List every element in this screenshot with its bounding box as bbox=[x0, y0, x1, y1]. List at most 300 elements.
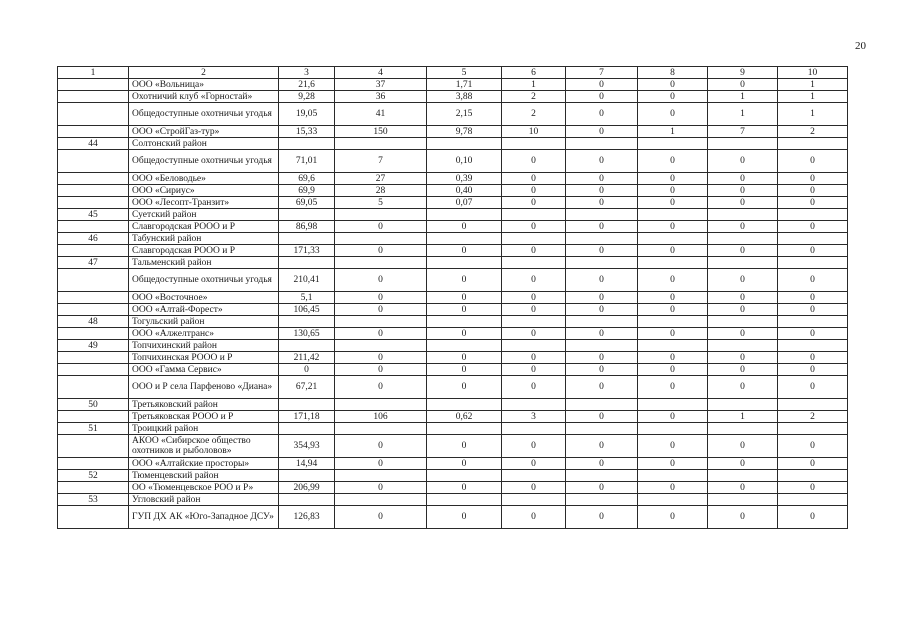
row-value: 0 bbox=[778, 376, 848, 399]
row-value: 0 bbox=[502, 328, 566, 340]
table-row bbox=[58, 482, 848, 494]
row-number bbox=[58, 173, 129, 185]
row-value: 1 bbox=[778, 91, 848, 103]
row-value: 0 bbox=[427, 221, 502, 233]
row-value: 0 bbox=[638, 352, 708, 364]
row-value: 9,78 bbox=[427, 126, 502, 138]
row-value bbox=[427, 233, 502, 245]
row-name: ООО и Р села Парфеново «Диана» bbox=[129, 376, 279, 399]
row-value: 5 bbox=[335, 197, 427, 209]
row-value bbox=[427, 494, 502, 506]
row-value: 0 bbox=[778, 197, 848, 209]
table-header-row bbox=[58, 67, 848, 79]
row-value: 0 bbox=[708, 150, 778, 173]
row-value: 0 bbox=[566, 150, 638, 173]
row-value: 0 bbox=[778, 352, 848, 364]
table-row bbox=[58, 126, 848, 138]
row-value bbox=[638, 494, 708, 506]
row-value: 19,05 bbox=[279, 103, 335, 126]
row-value: 0 bbox=[427, 352, 502, 364]
row-value: 0 bbox=[502, 458, 566, 470]
row-value: 27 bbox=[335, 173, 427, 185]
column-header: 6 bbox=[502, 67, 566, 79]
row-value: 0 bbox=[427, 482, 502, 494]
row-value: 0 bbox=[638, 269, 708, 292]
row-name: АКОО «Сибирское общество охотников и рыболовов» bbox=[129, 435, 279, 458]
row-value: 0 bbox=[708, 482, 778, 494]
row-value bbox=[427, 209, 502, 221]
row-value: 206,99 bbox=[279, 482, 335, 494]
row-value: 0 bbox=[335, 221, 427, 233]
row-value: 0 bbox=[502, 185, 566, 197]
row-value: 0 bbox=[502, 482, 566, 494]
table-row bbox=[58, 458, 848, 470]
row-value bbox=[335, 340, 427, 352]
row-value bbox=[502, 470, 566, 482]
row-value: 2 bbox=[502, 103, 566, 126]
row-value: 0 bbox=[708, 304, 778, 316]
table-body bbox=[58, 79, 848, 529]
row-value: 69,6 bbox=[279, 173, 335, 185]
row-value bbox=[778, 138, 848, 150]
column-header: 5 bbox=[427, 67, 502, 79]
row-value: 0 bbox=[566, 328, 638, 340]
row-value: 0 bbox=[638, 482, 708, 494]
row-name: Общедоступные охотничьи угодья bbox=[129, 150, 279, 173]
row-value: 0 bbox=[566, 304, 638, 316]
table-row bbox=[58, 494, 848, 506]
table-row bbox=[58, 340, 848, 352]
data-table bbox=[57, 66, 848, 529]
row-value bbox=[279, 138, 335, 150]
row-number: 45 bbox=[58, 209, 129, 221]
column-header: 7 bbox=[566, 67, 638, 79]
row-value: 10 bbox=[502, 126, 566, 138]
row-value: 0 bbox=[638, 221, 708, 233]
row-value: 0 bbox=[708, 506, 778, 529]
column-header: 8 bbox=[638, 67, 708, 79]
row-number bbox=[58, 304, 129, 316]
row-value: 0 bbox=[427, 304, 502, 316]
row-value bbox=[566, 399, 638, 411]
row-value bbox=[502, 257, 566, 269]
row-value bbox=[427, 257, 502, 269]
row-value bbox=[279, 233, 335, 245]
row-name: Охотничий клуб «Горностай» bbox=[129, 91, 279, 103]
row-value: 0 bbox=[638, 364, 708, 376]
row-value: 0 bbox=[502, 304, 566, 316]
table-row bbox=[58, 197, 848, 209]
row-value bbox=[427, 138, 502, 150]
table-row bbox=[58, 423, 848, 435]
row-name: Общедоступные охотничьи угодья bbox=[129, 103, 279, 126]
row-value: 0 bbox=[427, 292, 502, 304]
row-value: 0 bbox=[638, 376, 708, 399]
row-value: 2 bbox=[502, 91, 566, 103]
row-value: 0 bbox=[335, 245, 427, 257]
row-value: 71,01 bbox=[279, 150, 335, 173]
row-value: 21,6 bbox=[279, 79, 335, 91]
row-name: ООО «Вольница» bbox=[129, 79, 279, 91]
row-value bbox=[279, 257, 335, 269]
row-number bbox=[58, 103, 129, 126]
row-value: 0 bbox=[566, 435, 638, 458]
row-value: 0 bbox=[502, 364, 566, 376]
row-number bbox=[58, 458, 129, 470]
row-value: 171,18 bbox=[279, 411, 335, 423]
row-value: 0 bbox=[778, 245, 848, 257]
row-value: 0 bbox=[638, 197, 708, 209]
row-value: 5,1 bbox=[279, 292, 335, 304]
row-value: 0,10 bbox=[427, 150, 502, 173]
row-value: 0 bbox=[335, 304, 427, 316]
row-number: 52 bbox=[58, 470, 129, 482]
row-name: ООО «Лесопт-Транзит» bbox=[129, 197, 279, 209]
row-value: 0 bbox=[778, 506, 848, 529]
page-number: 20 bbox=[855, 40, 866, 52]
row-value bbox=[778, 233, 848, 245]
row-number bbox=[58, 197, 129, 209]
row-number: 44 bbox=[58, 138, 129, 150]
row-value: 0 bbox=[708, 173, 778, 185]
row-value bbox=[778, 494, 848, 506]
row-value: 0 bbox=[778, 304, 848, 316]
row-value: 0 bbox=[778, 269, 848, 292]
table-row bbox=[58, 233, 848, 245]
row-value bbox=[335, 423, 427, 435]
row-value: 0 bbox=[566, 185, 638, 197]
row-value bbox=[778, 340, 848, 352]
row-value bbox=[502, 340, 566, 352]
row-value: 0 bbox=[778, 435, 848, 458]
row-name: Тогульский район bbox=[129, 316, 279, 328]
row-value: 0 bbox=[502, 352, 566, 364]
row-value bbox=[566, 470, 638, 482]
row-value: 1 bbox=[708, 103, 778, 126]
table-row bbox=[58, 328, 848, 340]
row-value bbox=[778, 257, 848, 269]
row-value bbox=[566, 233, 638, 245]
row-value: 0 bbox=[708, 292, 778, 304]
row-value bbox=[566, 257, 638, 269]
row-value: 0 bbox=[638, 435, 708, 458]
row-name: ООО «Алтай-Форест» bbox=[129, 304, 279, 316]
column-header: 1 bbox=[58, 67, 129, 79]
row-value: 0 bbox=[427, 269, 502, 292]
row-value: 0 bbox=[566, 506, 638, 529]
row-value: 0 bbox=[778, 482, 848, 494]
row-value: 14,94 bbox=[279, 458, 335, 470]
column-header: 2 bbox=[129, 67, 279, 79]
row-value: 0 bbox=[638, 103, 708, 126]
row-value bbox=[708, 209, 778, 221]
row-value bbox=[566, 209, 638, 221]
row-value: 0 bbox=[638, 506, 708, 529]
row-value: 0 bbox=[778, 328, 848, 340]
row-value bbox=[566, 423, 638, 435]
row-name: Третьяковский район bbox=[129, 399, 279, 411]
row-value: 0 bbox=[638, 91, 708, 103]
table-row bbox=[58, 399, 848, 411]
row-value: 0 bbox=[566, 103, 638, 126]
row-name: ОО «Тюменцевское РОО и Р» bbox=[129, 482, 279, 494]
column-header: 4 bbox=[335, 67, 427, 79]
table-row bbox=[58, 304, 848, 316]
row-value bbox=[566, 316, 638, 328]
row-value: 0 bbox=[566, 292, 638, 304]
row-value bbox=[335, 209, 427, 221]
row-value bbox=[502, 494, 566, 506]
column-header: 3 bbox=[279, 67, 335, 79]
row-value: 106,45 bbox=[279, 304, 335, 316]
row-name: ООО «Гамма Сервис» bbox=[129, 364, 279, 376]
row-value bbox=[279, 316, 335, 328]
row-value: 0 bbox=[778, 150, 848, 173]
row-value bbox=[335, 257, 427, 269]
row-number bbox=[58, 376, 129, 399]
row-value: 36 bbox=[335, 91, 427, 103]
row-value bbox=[335, 138, 427, 150]
row-value: 0 bbox=[778, 173, 848, 185]
row-value: 0 bbox=[502, 245, 566, 257]
row-value: 0 bbox=[566, 364, 638, 376]
table-row bbox=[58, 435, 848, 458]
row-name: Табунский район bbox=[129, 233, 279, 245]
row-value: 9,28 bbox=[279, 91, 335, 103]
row-value: 150 bbox=[335, 126, 427, 138]
row-value: 1 bbox=[708, 91, 778, 103]
row-value: 0 bbox=[566, 126, 638, 138]
row-name: ООО «Алжелтранс» bbox=[129, 328, 279, 340]
row-value bbox=[638, 138, 708, 150]
row-name: Суетский район bbox=[129, 209, 279, 221]
table-row bbox=[58, 470, 848, 482]
row-name: Топчихинский район bbox=[129, 340, 279, 352]
column-header: 9 bbox=[708, 67, 778, 79]
row-value: 0 bbox=[427, 506, 502, 529]
row-value: 0 bbox=[502, 376, 566, 399]
row-value bbox=[708, 257, 778, 269]
row-name: Троицкий район bbox=[129, 423, 279, 435]
row-value: 1 bbox=[638, 126, 708, 138]
row-value: 211,42 bbox=[279, 352, 335, 364]
row-number: 47 bbox=[58, 257, 129, 269]
row-value: 3 bbox=[502, 411, 566, 423]
table-row bbox=[58, 257, 848, 269]
table-row bbox=[58, 209, 848, 221]
row-value: 0 bbox=[502, 506, 566, 529]
row-number: 46 bbox=[58, 233, 129, 245]
row-value bbox=[335, 233, 427, 245]
row-value bbox=[778, 399, 848, 411]
row-number: 49 bbox=[58, 340, 129, 352]
row-value: 69,05 bbox=[279, 197, 335, 209]
row-value bbox=[279, 399, 335, 411]
row-value: 0 bbox=[502, 435, 566, 458]
row-value: 0 bbox=[566, 79, 638, 91]
row-value: 0 bbox=[335, 269, 427, 292]
row-value bbox=[335, 494, 427, 506]
row-name: ООО «СтройГаз-тур» bbox=[129, 126, 279, 138]
row-name: Третьяковская РООО и Р bbox=[129, 411, 279, 423]
table-row bbox=[58, 506, 848, 529]
row-value: 69,9 bbox=[279, 185, 335, 197]
row-value bbox=[708, 233, 778, 245]
row-value bbox=[502, 138, 566, 150]
row-number: 48 bbox=[58, 316, 129, 328]
row-value: 0 bbox=[427, 364, 502, 376]
row-value bbox=[502, 399, 566, 411]
row-value: 0 bbox=[502, 197, 566, 209]
row-value bbox=[566, 494, 638, 506]
row-name: ООО «Алтайские просторы» bbox=[129, 458, 279, 470]
row-value: 3,88 bbox=[427, 91, 502, 103]
row-number: 50 bbox=[58, 399, 129, 411]
row-value bbox=[778, 209, 848, 221]
row-value: 171,33 bbox=[279, 245, 335, 257]
row-value bbox=[778, 316, 848, 328]
row-number bbox=[58, 126, 129, 138]
row-value: 0 bbox=[708, 435, 778, 458]
row-value: 0 bbox=[638, 185, 708, 197]
row-value: 0 bbox=[566, 91, 638, 103]
row-value: 0 bbox=[502, 292, 566, 304]
row-name: Славгородская РООО и Р bbox=[129, 245, 279, 257]
row-value bbox=[638, 316, 708, 328]
row-value bbox=[708, 399, 778, 411]
row-value: 0 bbox=[708, 197, 778, 209]
row-value: 41 bbox=[335, 103, 427, 126]
row-name: ООО «Восточное» bbox=[129, 292, 279, 304]
row-value: 0 bbox=[638, 79, 708, 91]
row-value: 354,93 bbox=[279, 435, 335, 458]
row-value: 0 bbox=[335, 328, 427, 340]
row-name: ГУП ДХ АК «Юго-Западное ДСУ» bbox=[129, 506, 279, 529]
row-value: 0 bbox=[708, 185, 778, 197]
row-value: 0 bbox=[638, 411, 708, 423]
row-name: ООО «Сириус» bbox=[129, 185, 279, 197]
row-value bbox=[778, 470, 848, 482]
row-value: 0 bbox=[708, 245, 778, 257]
row-value: 0 bbox=[502, 173, 566, 185]
row-value: 86,98 bbox=[279, 221, 335, 233]
row-name: Тальменский район bbox=[129, 257, 279, 269]
row-value: 0 bbox=[427, 328, 502, 340]
row-value bbox=[279, 340, 335, 352]
row-number bbox=[58, 221, 129, 233]
row-value: 0 bbox=[335, 376, 427, 399]
column-header: 10 bbox=[778, 67, 848, 79]
row-number bbox=[58, 91, 129, 103]
row-value: 0 bbox=[778, 185, 848, 197]
row-value: 37 bbox=[335, 79, 427, 91]
row-value bbox=[279, 209, 335, 221]
table-row bbox=[58, 221, 848, 233]
table-row bbox=[58, 138, 848, 150]
row-value: 0 bbox=[335, 458, 427, 470]
row-value bbox=[335, 470, 427, 482]
table-row bbox=[58, 150, 848, 173]
row-value bbox=[502, 233, 566, 245]
row-value bbox=[427, 399, 502, 411]
row-value bbox=[708, 494, 778, 506]
row-name: ООО «Беловодье» bbox=[129, 173, 279, 185]
row-value: 0 bbox=[427, 458, 502, 470]
row-value bbox=[566, 340, 638, 352]
row-value: 7 bbox=[708, 126, 778, 138]
row-value: 130,65 bbox=[279, 328, 335, 340]
row-number bbox=[58, 482, 129, 494]
row-number bbox=[58, 435, 129, 458]
table-row bbox=[58, 411, 848, 423]
row-value: 0 bbox=[279, 364, 335, 376]
table-row bbox=[58, 269, 848, 292]
row-number: 53 bbox=[58, 494, 129, 506]
table-row bbox=[58, 352, 848, 364]
row-value bbox=[566, 138, 638, 150]
row-value bbox=[502, 316, 566, 328]
row-value: 0 bbox=[708, 376, 778, 399]
row-value: 0 bbox=[427, 435, 502, 458]
row-value bbox=[502, 209, 566, 221]
row-value: 0 bbox=[335, 482, 427, 494]
row-value bbox=[638, 209, 708, 221]
row-value: 126,83 bbox=[279, 506, 335, 529]
row-value: 210,41 bbox=[279, 269, 335, 292]
row-value bbox=[638, 233, 708, 245]
row-value bbox=[708, 470, 778, 482]
row-name: Славгородская РООО и Р bbox=[129, 221, 279, 233]
row-value: 0 bbox=[708, 79, 778, 91]
row-value: 0 bbox=[566, 411, 638, 423]
row-name: Солтонский район bbox=[129, 138, 279, 150]
row-value: 0 bbox=[566, 458, 638, 470]
row-number bbox=[58, 411, 129, 423]
row-number bbox=[58, 245, 129, 257]
row-value: 0 bbox=[566, 352, 638, 364]
row-number bbox=[58, 364, 129, 376]
row-value: 0 bbox=[778, 221, 848, 233]
row-number bbox=[58, 185, 129, 197]
row-name: Тюменцевский район bbox=[129, 470, 279, 482]
row-value: 1 bbox=[778, 79, 848, 91]
row-value bbox=[279, 470, 335, 482]
row-value: 1,71 bbox=[427, 79, 502, 91]
table-row bbox=[58, 173, 848, 185]
row-value: 0 bbox=[566, 197, 638, 209]
row-value: 0 bbox=[708, 269, 778, 292]
row-value: 0 bbox=[708, 458, 778, 470]
table-row bbox=[58, 103, 848, 126]
row-value bbox=[427, 316, 502, 328]
row-value: 0 bbox=[335, 364, 427, 376]
row-value: 0 bbox=[638, 150, 708, 173]
row-number: 51 bbox=[58, 423, 129, 435]
row-value: 0 bbox=[566, 269, 638, 292]
row-value: 2 bbox=[778, 411, 848, 423]
row-value: 0 bbox=[566, 376, 638, 399]
row-value: 0 bbox=[638, 292, 708, 304]
table-row bbox=[58, 91, 848, 103]
row-value: 0 bbox=[427, 245, 502, 257]
row-number bbox=[58, 269, 129, 292]
row-value: 15,33 bbox=[279, 126, 335, 138]
row-value bbox=[638, 423, 708, 435]
table-row bbox=[58, 364, 848, 376]
row-value: 0 bbox=[708, 221, 778, 233]
row-value bbox=[279, 494, 335, 506]
row-number bbox=[58, 150, 129, 173]
